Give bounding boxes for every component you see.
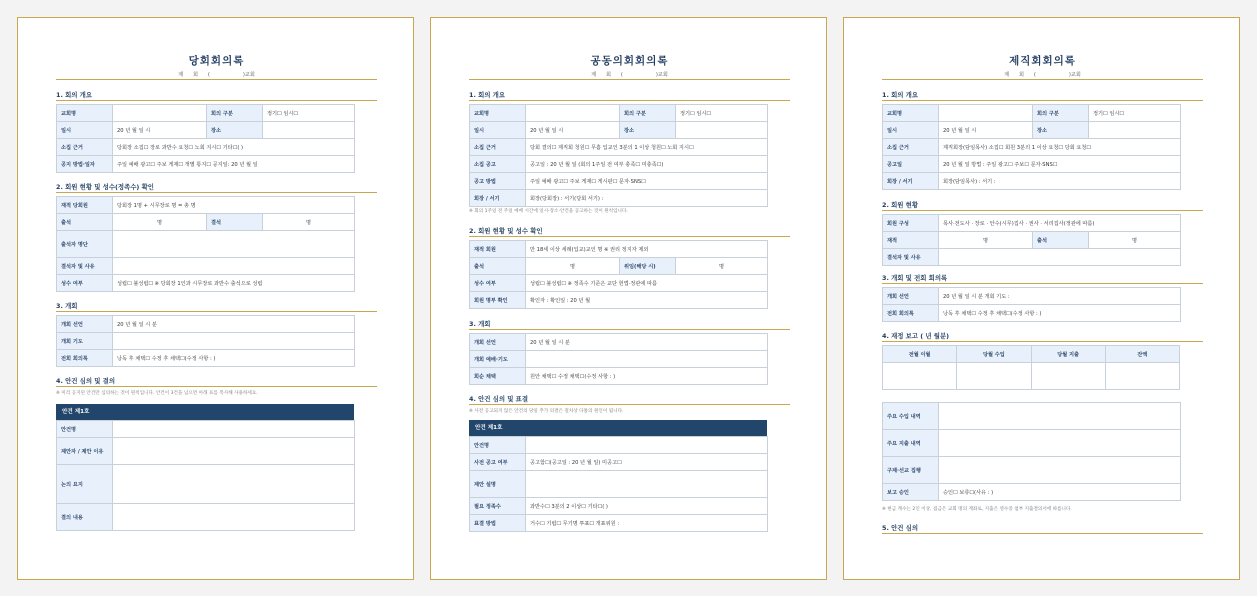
divider <box>56 192 377 193</box>
overview-table <box>56 104 355 173</box>
field-value[interactable]: 과반수☐ 3분의 2 이상☐ 기타☐( ) <box>526 498 768 515</box>
divider <box>882 210 1203 211</box>
field-value[interactable]: 20 년 월 일 시 분 <box>113 316 355 333</box>
field-label: 성수 여부 <box>470 275 526 292</box>
page-subtitle: 제 회 ( )교회 <box>1004 72 1081 78</box>
field-value[interactable]: 만 18세 이상 세례(입교)교인 명 ※ 권리 정지자 제외 <box>526 241 768 258</box>
field-value[interactable]: 낭독 후 채택☐ 수정 후 채택☐(수정 사항 : ) <box>939 305 1181 322</box>
section-heading: 3. 개회 <box>56 302 78 310</box>
field-label: 회순 채택 <box>470 368 526 385</box>
divider <box>469 79 790 80</box>
field-value[interactable] <box>883 363 957 390</box>
field-label: 사전 공고 여부 <box>470 454 526 471</box>
field-label: 제안자 / 제안 이유 <box>57 438 113 465</box>
field-label: 표결 방법 <box>470 515 526 532</box>
divider <box>882 533 1203 534</box>
field-value: 명 <box>939 232 1033 249</box>
field-label: 회원 구성 <box>883 215 939 232</box>
section-heading: 1. 회의 개요 <box>56 91 93 99</box>
agenda-table <box>469 436 768 532</box>
field-value[interactable] <box>526 351 768 368</box>
field-label: 결의 내용 <box>57 504 113 531</box>
section-heading: 1. 회의 개요 <box>882 91 919 99</box>
page-title: 당회회의록 <box>188 55 245 67</box>
field-value[interactable]: 20 년 월 일 시 <box>939 122 1033 139</box>
field-value[interactable] <box>526 437 768 454</box>
section-heading: 4. 안건 심의 및 표결 <box>469 395 528 403</box>
field-value[interactable]: 정기☐ 임시☐ <box>676 105 768 122</box>
agenda-table <box>56 420 355 531</box>
page-deacons-minutes <box>843 17 1240 580</box>
finance-summary-table <box>882 345 1180 390</box>
field-value[interactable]: 20 년 월 일 방법 : 주일 광고☐ 주보☐ 문자·SNS☐ <box>939 156 1181 173</box>
field-value[interactable]: 20 년 월 일 시 <box>526 122 620 139</box>
section-note: ※ 회의 1주일 전 주일 예배 시간에 일시·장소·안건을 공고하는 것이 원칙입니다. <box>469 209 628 214</box>
field-label: 일시 <box>57 122 113 139</box>
field-label: 성수 여부 <box>57 275 113 292</box>
page-title: 제직회회의록 <box>1009 55 1076 67</box>
section-note: ※ 미리 공지된 안건만 심의하는 것이 원칙입니다. 안건이 3건을 넘으면 아래 표를 복사해 사용하세요. <box>56 391 258 396</box>
overview-table <box>882 104 1181 190</box>
section-note: ※ 현금 계수는 2인 이상, 집금은 교회 명의 계좌로, 지출은 영수증 첨부 지출결의서에 따릅니다. <box>882 507 1072 512</box>
field-label: 당월 지출 <box>1031 346 1105 363</box>
field-value[interactable]: 낭독 후 채택☐ 수정 후 채택☐(수정 사항 : ) <box>113 350 355 367</box>
field-label: 개회 선언 <box>883 288 939 305</box>
field-value[interactable]: 당회장 1명 + 시무장로 명 = 총 명 <box>113 197 355 214</box>
field-label: 결석자 및 사유 <box>57 258 113 275</box>
divider <box>56 79 377 80</box>
field-label: 소집 근거 <box>470 139 526 156</box>
field-value[interactable]: 확인자 : 확인일 : 20 년 월 <box>526 292 768 309</box>
field-value[interactable] <box>113 421 355 438</box>
field-value[interactable] <box>939 457 1181 484</box>
field-label: 소집 공고 <box>470 156 526 173</box>
field-value[interactable]: 정기☐ 임시☐ <box>1089 105 1181 122</box>
field-label: 소집 근거 <box>883 139 939 156</box>
field-value: 명 <box>263 214 355 231</box>
field-label: 위임(해당 시) <box>620 258 676 275</box>
divider <box>469 236 790 237</box>
field-label: 회의 구분 <box>207 105 263 122</box>
field-value[interactable]: 승인☐ 보류☐(사유 : ) <box>939 484 1181 501</box>
field-value[interactable]: 원안 채택☐ 수정 채택☐(수정 사항 : ) <box>526 368 768 385</box>
finance-detail-table <box>882 402 1181 501</box>
divider <box>56 311 377 312</box>
field-value[interactable]: 목사·전도사 · 장로 · 안수(시무)집사 · 권사 · 서리집사(정관에 따름) <box>939 215 1181 232</box>
field-label: 일시 <box>470 122 526 139</box>
section-heading: 3. 개회 및 전회 회의록 <box>882 274 948 282</box>
divider <box>882 79 1203 80</box>
field-value[interactable] <box>939 249 1181 266</box>
field-value[interactable] <box>1089 122 1181 139</box>
field-label: 논의 요지 <box>57 465 113 504</box>
field-label: 재적 회원 <box>470 241 526 258</box>
field-label: 주요 지출 내역 <box>883 430 939 457</box>
field-value[interactable]: 제직회장(담임목사) 소집☐ 회원 3분의 1 이상 요청☐ 당회 요청☐ <box>939 139 1181 156</box>
section-heading: 4. 재정 보고 ( 년 월분) <box>882 332 950 340</box>
field-value: 명 <box>113 214 207 231</box>
field-value[interactable] <box>263 122 355 139</box>
field-label: 회장 / 서기 <box>883 173 939 190</box>
page-congregation-minutes <box>430 17 827 580</box>
section-heading: 1. 회의 개요 <box>469 91 506 99</box>
members-table <box>469 240 768 309</box>
members-table <box>882 214 1181 266</box>
field-label: 교회명 <box>883 105 939 122</box>
field-value[interactable]: 회장(담임목사) : 서기 : <box>939 173 1181 190</box>
field-label: 개회 선언 <box>57 316 113 333</box>
field-label: 결석 <box>207 214 263 231</box>
field-label: 회의 구분 <box>1033 105 1089 122</box>
field-value[interactable] <box>957 363 1031 390</box>
field-label: 구제·선교 집행 <box>883 457 939 484</box>
section-heading: 4. 안건 심의 및 결의 <box>56 377 115 385</box>
field-label: 주요 수입 내역 <box>883 403 939 430</box>
field-value[interactable]: 회장(당회장) : 서기(당회 서기) : <box>526 190 768 207</box>
field-value[interactable] <box>1031 363 1105 390</box>
field-label: 필요 정족수 <box>470 498 526 515</box>
field-value[interactable] <box>939 430 1181 457</box>
field-label: 공지 방법·일자 <box>57 156 113 173</box>
section-heading: 2. 회원 현황 및 성수(정족수) 확인 <box>56 183 154 191</box>
field-label: 공고일 <box>883 156 939 173</box>
field-value[interactable]: 거수☐ 기립☐ 무기명 투표☐ 개표위원 : <box>526 515 768 532</box>
opening-table <box>469 333 768 385</box>
field-value[interactable] <box>113 438 355 465</box>
field-value[interactable]: 당회 결의☐ 제직회 청원☐ 무흠 입교인 3분의 1 이상 청원☐ 노회 지시☐ <box>526 139 768 156</box>
agenda-header: 안건 제1호 <box>56 404 354 420</box>
field-value: 명 <box>526 258 620 275</box>
field-value: 명 <box>676 258 768 275</box>
field-label: 회원 명부 확인 <box>470 292 526 309</box>
divider <box>469 329 790 330</box>
field-label: 회장 / 서기 <box>470 190 526 207</box>
page-title: 공동의회회의록 <box>590 55 669 67</box>
divider <box>469 100 790 101</box>
field-label: 교회명 <box>470 105 526 122</box>
field-label: 출석 <box>470 258 526 275</box>
field-label: 출석 <box>1033 232 1089 249</box>
field-value[interactable]: 주일 예배 광고☐ 주보 게재☐ 게시판☐ 문자·SNS☐ <box>526 173 768 190</box>
field-value[interactable] <box>676 122 768 139</box>
field-value[interactable] <box>939 403 1181 430</box>
section-note: ※ 사전 공고되지 않은 안건의 당일 추가 의결은 절차상 다툼의 원인이 됩니다. <box>469 409 624 414</box>
divider <box>56 100 377 101</box>
divider <box>469 404 790 405</box>
divider <box>882 100 1203 101</box>
field-value[interactable]: 공고일 : 20 년 월 일 (회의 1주일 전 여부 충족☐ 미충족☐) <box>526 156 768 173</box>
field-value[interactable] <box>939 105 1033 122</box>
divider <box>56 386 377 387</box>
field-value[interactable] <box>113 333 355 350</box>
divider <box>882 283 1203 284</box>
field-value[interactable] <box>113 258 355 275</box>
field-value[interactable]: 20 년 월 일 시 분 <box>526 334 768 351</box>
field-value[interactable]: 정기☐ 임시☐ <box>263 105 355 122</box>
section-heading: 5. 안건 심의 <box>882 524 919 532</box>
field-label: 당월 수입 <box>957 346 1031 363</box>
field-label: 소집 근거 <box>57 139 113 156</box>
field-value[interactable]: 20 년 월 일 시 <box>113 122 207 139</box>
field-label: 전회 회의록 <box>57 350 113 367</box>
field-label: 장소 <box>620 122 676 139</box>
field-label: 일시 <box>883 122 939 139</box>
page-session-minutes <box>17 17 414 580</box>
field-label: 제안 설명 <box>470 471 526 498</box>
field-value[interactable] <box>113 465 355 504</box>
page-subtitle: 제 회 ( )교회 <box>178 72 255 78</box>
field-label: 재적 <box>883 232 939 249</box>
field-value[interactable] <box>113 231 355 258</box>
opening-table <box>56 315 355 367</box>
field-label: 개회 선언 <box>470 334 526 351</box>
field-value[interactable] <box>1105 363 1179 390</box>
field-value[interactable]: 20 년 월 일 시 분 개회 기도 : <box>939 288 1181 305</box>
section-heading: 3. 개회 <box>469 320 491 328</box>
field-label: 안건명 <box>57 421 113 438</box>
section-heading: 2. 회원 현황 <box>882 201 919 209</box>
field-label: 안건명 <box>470 437 526 454</box>
field-value[interactable]: 성립☐ 불성립☐ ※ 당회장 1인과 시무장로 과반수 출석으로 성립 <box>113 275 355 292</box>
field-value: 명 <box>1089 232 1181 249</box>
field-label: 출석 <box>57 214 113 231</box>
field-label: 교회명 <box>57 105 113 122</box>
overview-table <box>469 104 768 207</box>
field-value[interactable] <box>526 471 768 498</box>
field-label: 공고 방법 <box>470 173 526 190</box>
field-label: 개회 예배·기도 <box>470 351 526 368</box>
field-label: 회의 구분 <box>620 105 676 122</box>
field-value[interactable]: 공고함☐(공고일 : 20 년 월 일) 미공고☐ <box>526 454 768 471</box>
church-name-field[interactable] <box>113 105 207 122</box>
field-value[interactable]: 주일 예배 광고☐ 주보 게재☐ 개별 통지☐ 공지일: 20 년 월 일 <box>113 156 355 173</box>
divider <box>882 341 1203 342</box>
field-label: 결석자 및 사유 <box>883 249 939 266</box>
field-label: 잔액 <box>1105 346 1179 363</box>
section-heading: 2. 회원 현황 및 성수 확인 <box>469 227 543 235</box>
agenda-header: 안건 제1호 <box>469 420 767 436</box>
field-label: 보고 승인 <box>883 484 939 501</box>
field-label: 장소 <box>1033 122 1089 139</box>
field-label: 장소 <box>207 122 263 139</box>
members-table <box>56 196 355 292</box>
field-value[interactable] <box>526 105 620 122</box>
field-value[interactable] <box>113 504 355 531</box>
field-value[interactable]: 당회장 소집☐ 장로 과반수 요청☐ 노회 지시☐ 기타☐( ) <box>113 139 355 156</box>
field-label: 재적 당회원 <box>57 197 113 214</box>
field-label: 전회 회의록 <box>883 305 939 322</box>
page-subtitle: 제 회 ( )교회 <box>591 72 668 78</box>
opening-table <box>882 287 1181 322</box>
field-label: 출석자 명단 <box>57 231 113 258</box>
field-label: 개회 기도 <box>57 333 113 350</box>
field-value[interactable]: 성립☐ 불성립☐ ※ 정족수 기준은 교단 헌법·정관에 따름 <box>526 275 768 292</box>
field-label: 전월 이월 <box>883 346 957 363</box>
